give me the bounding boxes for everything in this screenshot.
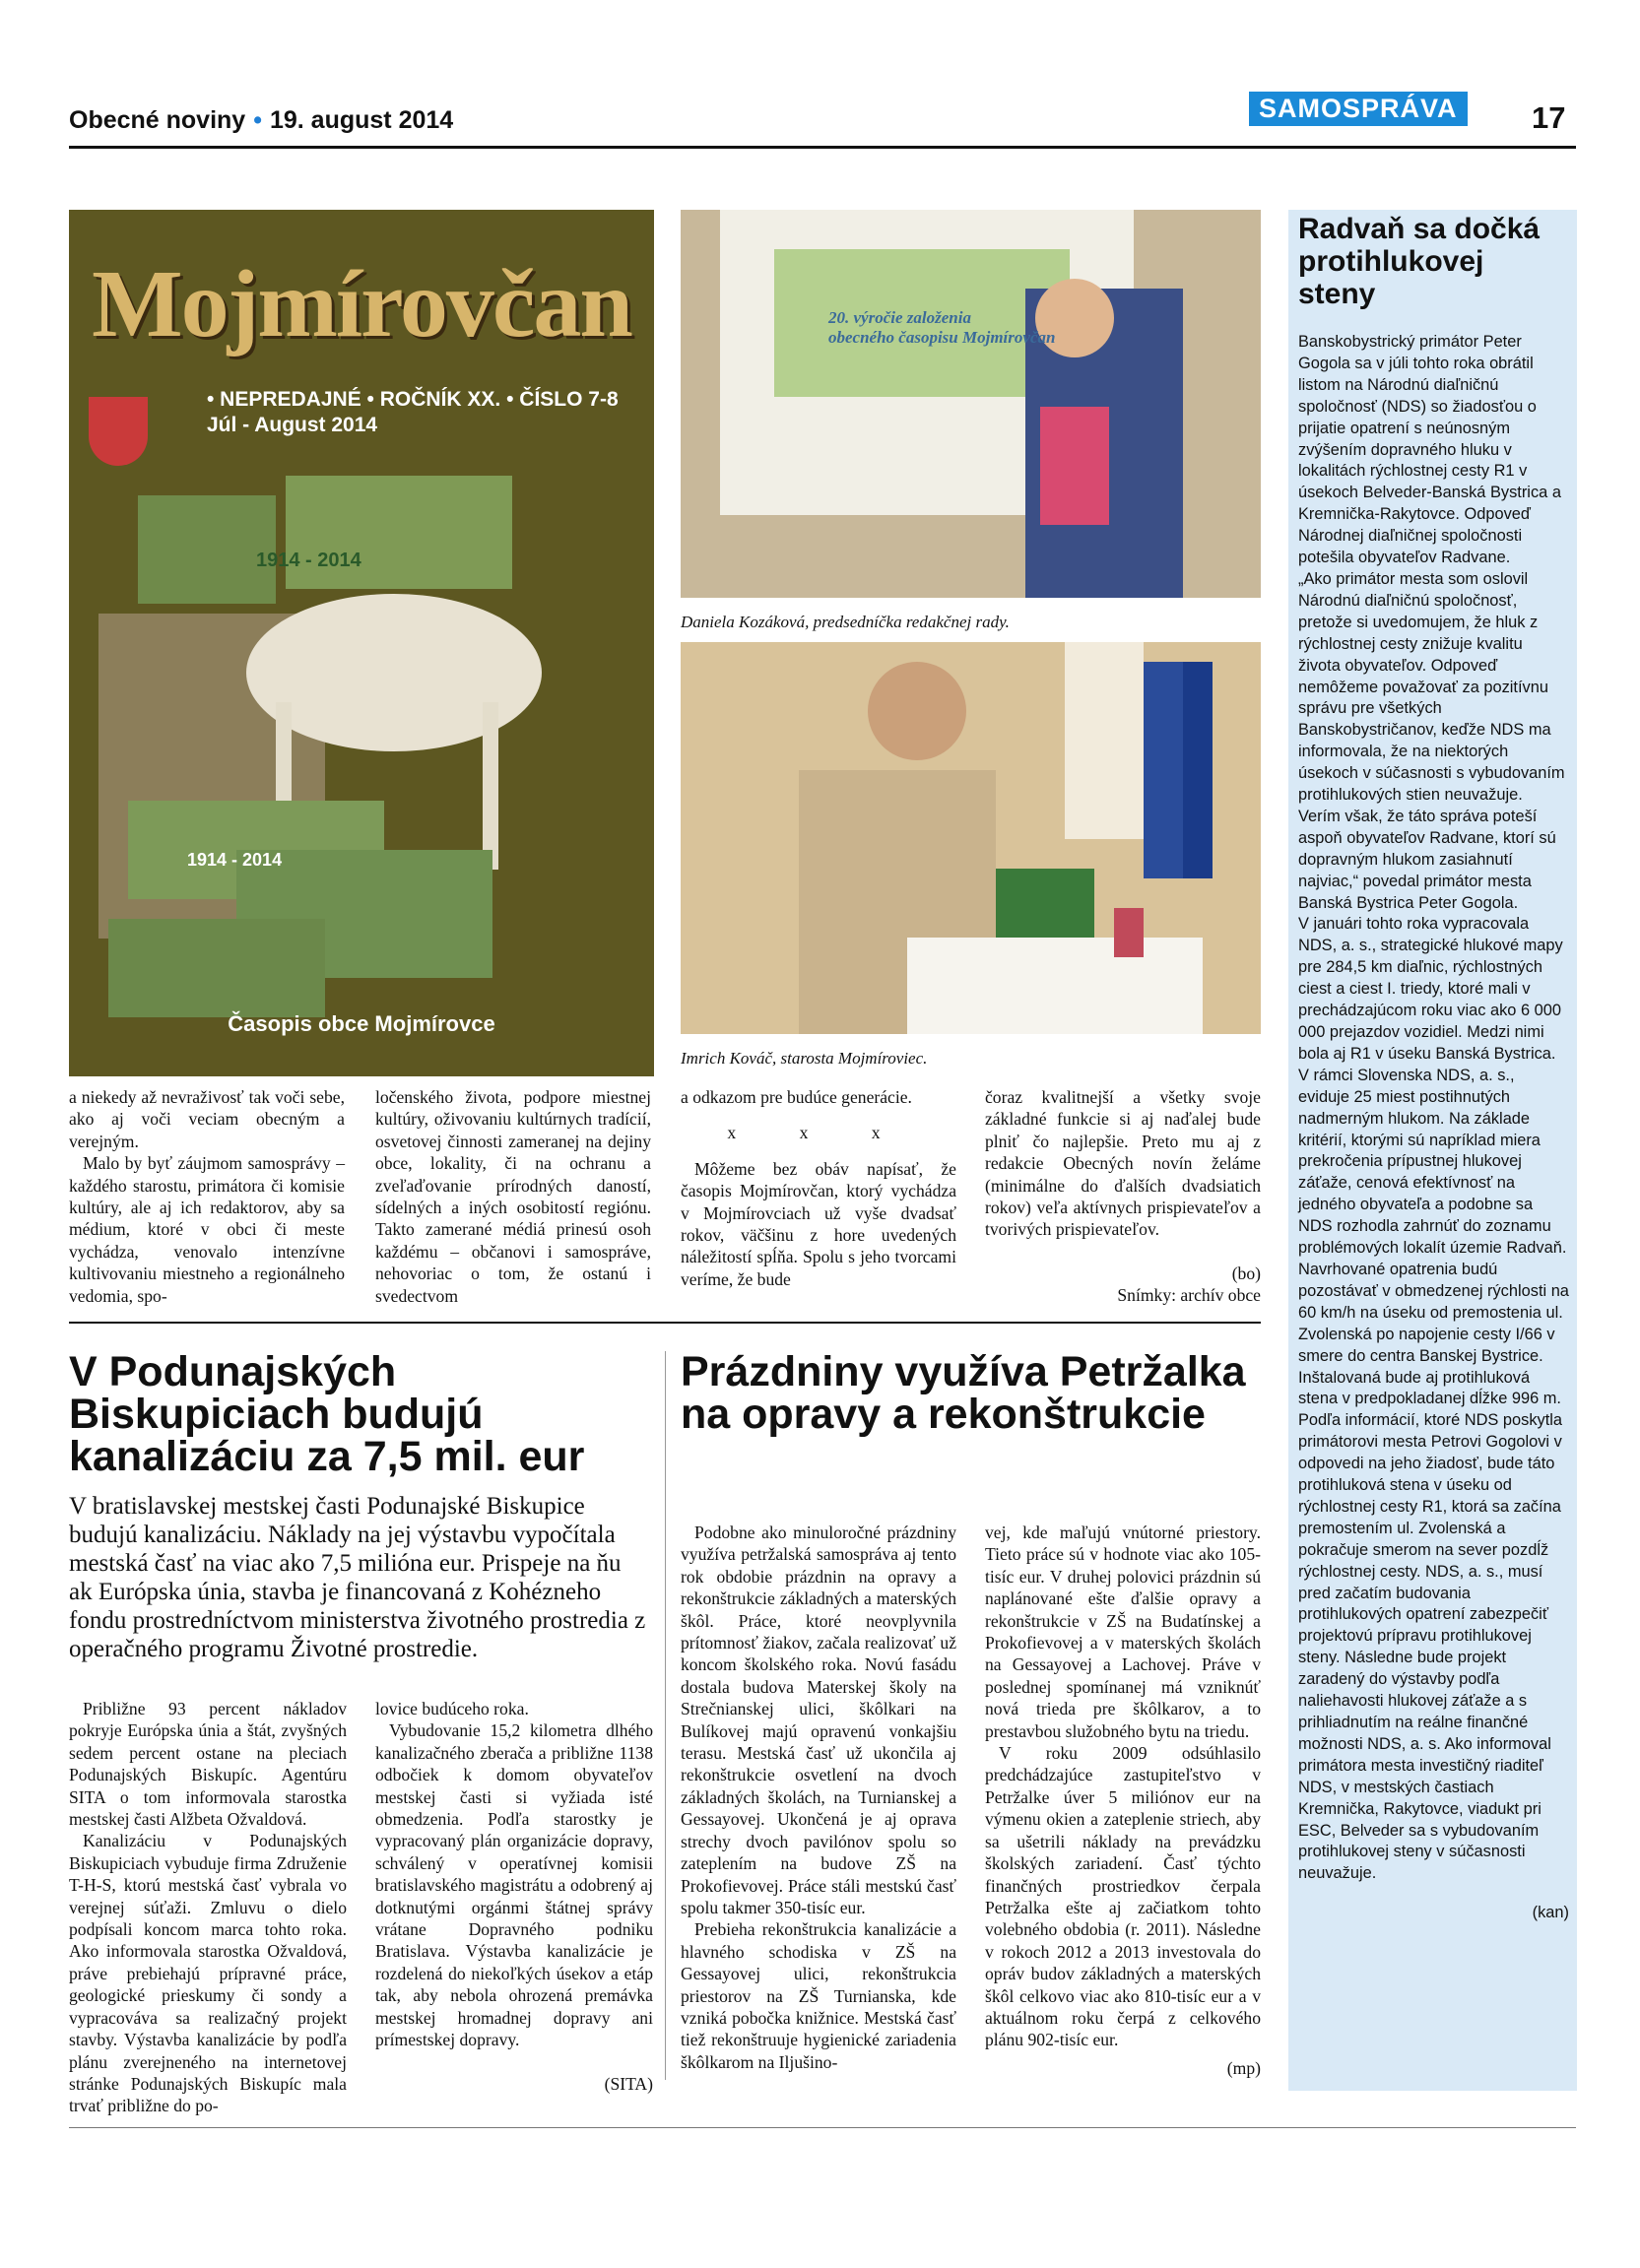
article-divider [69, 1322, 1261, 1324]
paragraph: Približne 93 percent nákladov pokryje Európska únia a štát, zvyšných sedem percent ostane na pleciach Podunajských Biskupíc. Agentúru SITA o tom informovala starostka mestskej časti Alžbeta Ožvaldová. [69, 1699, 347, 1830]
issue-date: 19. august 2014 [269, 106, 454, 134]
lead-biskupice: V bratislavskej mestskej časti Podunajské Biskupice budujú kanalizáciu. Náklady na jej výstavbu vypočítala mestská časť na viac ako 7,5 milióna eur. Prispeje na ňu ak Európska únia, stavba je financovaná z Kohézneho fondu prostredníctvom ministerstva životného prostredia z operačného programu Životné prostredie. [69, 1493, 646, 1662]
petrzalka-col2 [985, 1522, 1261, 2079]
sidebar-text [1298, 332, 1569, 1924]
author-signature: (SITA) [604, 2073, 653, 2094]
cover-title: Mojmírovčan [92, 251, 631, 357]
headline-biskupice: V Podunajských Biskupiciach budujú kanalizáciu za 7,5 mil. eur [69, 1348, 585, 1480]
paragraph: a niekedy až nevraživosť tak voči sebe, ako aj voči veciam obecným a verejným. [69, 1087, 345, 1151]
top-article-col4 [985, 1086, 1261, 1307]
section-label: SAMOSPRÁVA [1249, 92, 1468, 126]
sidebar-title: Radvaň sa dočká protihlukovej steny [1298, 213, 1541, 310]
photo-credit: Snímky: archív obce [1117, 1285, 1261, 1306]
column-divider [665, 1351, 666, 2080]
paragraph: Malo by byť záujmom samosprávy – každého starostu, primátora či komisie kultúry, ale aj ich redaktorov, aby sa médium, ktoré v obci či meste vychádza, venovalo intenzívne kultivovaniu miestneho a regionálneho vedomia, spo- [69, 1153, 345, 1306]
publication-name: Obecné noviny [69, 106, 246, 134]
photo-kozakova [681, 210, 1261, 598]
screen-text-line2: obecného časopisu Mojmírovčan [828, 328, 1056, 347]
headline-petrzalka: Prázdniny využíva Petržalka na opravy a rekonštrukcie [681, 1348, 1246, 1438]
screen-text-line1: 20. výročie založenia [828, 308, 971, 327]
caption-kozakova: Daniela Kozáková, predsedníčka redakčnej rady. [681, 613, 1010, 631]
top-article-col2 [375, 1086, 651, 1307]
cover-sign-2: 1914 - 2014 [187, 850, 283, 870]
screen-text [828, 308, 1055, 348]
top-article-col3 [681, 1086, 956, 1290]
paragraph: „Ako primátor mesta som oslovil Národnú diaľničnú spoločnosť, pretože si uvedomujem, že hluk z rýchlostnej cesty znižuje kvalitu života obyvateľov. Odpoveď nemôžeme považovať za pozitívnu správu pre všetkých Banskobystričanov, keďže NDS ma informovala, že na niektorých úsekoch v súčasnosti s vybudovaním protihlukových stien neuvažuje. Verím však, že táto správa poteší aspoň obyvateľov Radvane, ktorí sú dopravným hlukom zasiahnutí najviac,“ povedal primátor mesta Banská Bystrica Peter Gogola. [1298, 569, 1565, 912]
paragraph: V roku 2009 odsúhlasilo predchádzajúce zastupiteľstvo v Petržalke úver 5 miliónov eur na výmenu okien a zateplenie striech, aby sa ušetrili náklady na prevádzku školských zariadení. Časť týchto finančných prostriedkov čerpala Petržalka ešte aj začiatkom tohto volebného obdobia (r. 2011). Následne v rokoch 2012 a 2013 investovala do opráv budov základných a materských škôl celkovo viac ako 810-tisíc eur a v aktuálnom roku čerpá z celkového plánu 902-tisíc eur. [985, 1743, 1261, 2050]
sidebar-box [1288, 210, 1577, 2091]
page-number: 17 [1532, 100, 1566, 135]
paragraph: V januári tohto roka vypracovala NDS, a. s., strategické hlukové mapy pre 284,5 km diaľnic, rýchlostných ciest a ciest I. triedy, ktoré mali v prechádzajúcom roku viac ako 6 000 000 prejazdov vozidiel. Medzi nimi bola aj R1 v úseku Banská Bystrica. V rámci Slovenska NDS, a. s., eviduje 25 miest postihnutých nadmerným hlukom. Na základe kritérií, ktorými sú napríklad miera prekročenia prípustnej hlukovej záťaže, cenová efektívnosť na jedného obyvateľa a podobne sa NDS rozhodla zahrnúť do zoznamu problémových lokalít územie Radvaň. Navrhované opatrenia budú pozostávať v obmedzenej rýchlosti na 60 km/h na úseku od premostenia ul. Zvolenská po napojenie cesty I/66 v smere do centra Banskej Bystrice. Inštalovaná bude aj protihluková stena v predpokladanej dĺžke 996 m. Podľa informácií, ktoré NDS poskytla primátorovi mesta Petrovi Gogolovi v odpovedi na jeho žiadosť, bude táto protihluková stena v úseku od rýchlostnej cesty R1, ktorá sa začína premostením ul. Zvolenská a pokračuje smerom na sever pozdĺž rýchlostnej cesty. NDS, a. s., musí pred začatím budovania protihlukových opatrení zabezpečiť projektovú prípravu protihlukovej steny. Následne bude projekt zaradený do výstavby podľa naliehavosti hlukovej záťaže a s prihliadnutím na reálne finančné možnosti NDS, a. s. Ako informoval primátora mesta investičný riaditeľ NDS, v mestských častiach Kremnička, Rakytovce, viadukt pri ESC, Belveder sa s vybudovaním protihlukovej steny v súčasnosti neuvažuje. [1298, 915, 1569, 1883]
paragraph: a odkazom pre budúce generácie. [681, 1087, 912, 1107]
section-separator: x x x [727, 1123, 910, 1143]
paragraph: vej, kde maľujú vnútorné priestory. Tieto práce sú v hodnote viac ako 105-tisíc eur. V druhej polovici prázdnin sú naplánované ešte ďalšie opravy a rekonštrukcie v ZŠ na Budatínskej a Prokofievovej a v materských školách na Gessayovej a Lachovej. Práve v poslednej spomínanej má vzniknúť nová trieda pre škôlkarov, a to prestavbou služobného bytu na triedu. [985, 1523, 1261, 1741]
paragraph: Prebieha rekonštrukcia kanalizácie a hlavného schodiska v ZŠ na Gessayovej ulici, rekonštrukcia priestorov na ZŠ Turnianska, kde vzniká pobočka knižnice. Mestská časť tiež rekonštruuje hygienické zariadenia škôlkarom na Iljušino- [681, 1919, 956, 2072]
masthead [69, 106, 453, 135]
magazine-cover-image [69, 210, 654, 1076]
signing-scene [681, 642, 1261, 1034]
coat-of-arms-icon [89, 397, 148, 466]
paragraph: Môžeme bez obáv napísať, že časopis Mojmírovčan, ktorý vychádza v Mojmírovciach už vyše dvadsať rokov, väčšinu z hore uvedených náležitostí spĺňa. Spolu s jeho tvorcami veríme, že bude [681, 1158, 956, 1289]
paragraph: Podobne ako minuloročné prázdniny využíva petržalská samospráva aj tento rok obdobie prázdnin na opravy a rekonštrukcie základných a materských škôl. Práce, ktoré neovplyvnila prítomnosť žiakov, začala realizovať už koncom školského roka. Novú fasádu dostala budova Materskej školy na Strečnianskej ulici, škôlkari na Bulíkovej majú opravenú vonkajšiu terasu. Mestská časť už ukončila aj rekonštrukcie osvetlení na dvoch základných školách, na Turnianskej a Gessayovej. Ukončená je aj oprava strechy dvoch pavilónov spolu so zateplením na budove ZŠ na Prokofievovej. Práce stáli mestskú časť spolu takmer 350-tisíc eur. [681, 1523, 956, 1917]
biskupice-col2 [375, 1698, 653, 2095]
cover-info-line2: Júl - August 2014 [207, 414, 378, 436]
footer-rule [69, 2127, 1576, 2128]
presentation-scene [681, 210, 1261, 598]
cover-sign-1: 1914 - 2014 [256, 550, 361, 571]
caption-kovac: Imrich Kováč, starosta Mojmíroviec. [681, 1049, 928, 1068]
petrzalka-col1 [681, 1522, 956, 2073]
top-article-col1 [69, 1086, 345, 1307]
author-signature: (bo) [1231, 1263, 1261, 1283]
biskupice-col1 [69, 1698, 347, 2117]
paragraph: lovice budúceho roka. [375, 1699, 529, 1718]
cover-info [207, 387, 619, 438]
paragraph: Banskobystrický primátor Peter Gogola sa v júli tohto roka obrátil listom na Národnú diaľničnú spoločnosť (NDS) so žiadosťou o prijatie opatrení s neúnosným zvýšením dopravného hluku v lokalitách rýchlostnej cesty R1 v úsekoch Belveder-Banská Bystrica a Kremnička-Rakytovce. Odpoveď Národnej diaľničnej spoločnosti potešila obyvateľov Radvane. [1298, 333, 1561, 567]
paragraph: Vybudovanie 15,2 kilometra dlhého kanalizačného zberača a približne 1138 odbočiek k domom obyvateľov mestskej časti si vyžiada isté obmedzenia. Podľa starostky je vypracovaný plán organizácie dopravy, schválený v operatívnej komisii bratislavského magistrátu a odobrený aj dotknutými orgánmi štátnej správy vrátane Dopravného podniku Bratislava. Výstavba kanalizácie je rozdelená do niekoľkých úsekov a etáp tak, aby nebola ohrozená premávka mestskej hromadnej dopravy ani prímestskej dopravy. [375, 1720, 653, 2050]
author-signature: (kan) [1532, 1904, 1569, 1922]
cover-footer: Časopis obce Mojmírovce [228, 1011, 495, 1036]
paragraph: čoraz kvalitnejší a všetky svoje základné funkcie si aj naďalej bude plniť čo najlepšie. Preto mu aj z redakcie Obecných novín želáme (minimálne do ďalších dvadsiatich rokov) veľa aktívnych prispievateľov a tvorivých prispievateľov. [985, 1087, 1261, 1240]
separator-dot: • [253, 106, 262, 134]
cover-info-line1: • NEPREDAJNÉ • ROČNÍK XX. • ČÍSLO 7-8 [207, 388, 619, 411]
author-signature: (mp) [1226, 2057, 1261, 2078]
header-rule [69, 146, 1576, 149]
paragraph: ločenského života, podpore miestnej kultúry, oživovaniu kultúrnych tradícií, osvetovej činnosti zameranej na dejiny obce, lokality, či na ochranu a zveľaďovanie prírodných daností, sídelných a iných osobitostí regiónu. Takto zamerané médiá prinesú osoh každému – občanovi i samospráve, nehovoriac o tom, že ostanú i svedectvom [375, 1087, 651, 1306]
paragraph: Kanalizáciu v Podunajských Biskupiciach vybuduje firma Združenie T-H-S, ktorú mestská časť vybrala vo verejnej súťaži. Zmluvu o dielo podpísali koncom marca tohto roka. Ako informovala starostka Ožvaldová, práve prebiehajú prípravné práce, geologické prieskumy či sondy a vypracováva sa realizačný projekt stavby. Výstavba kanalizácie by podľa plánu zverejneného na internetovej stránke Podunajských Biskupíc mala trvať približne do po- [69, 1831, 347, 2116]
sidebar-content [1298, 210, 1569, 1924]
photo-kovac [681, 642, 1261, 1034]
